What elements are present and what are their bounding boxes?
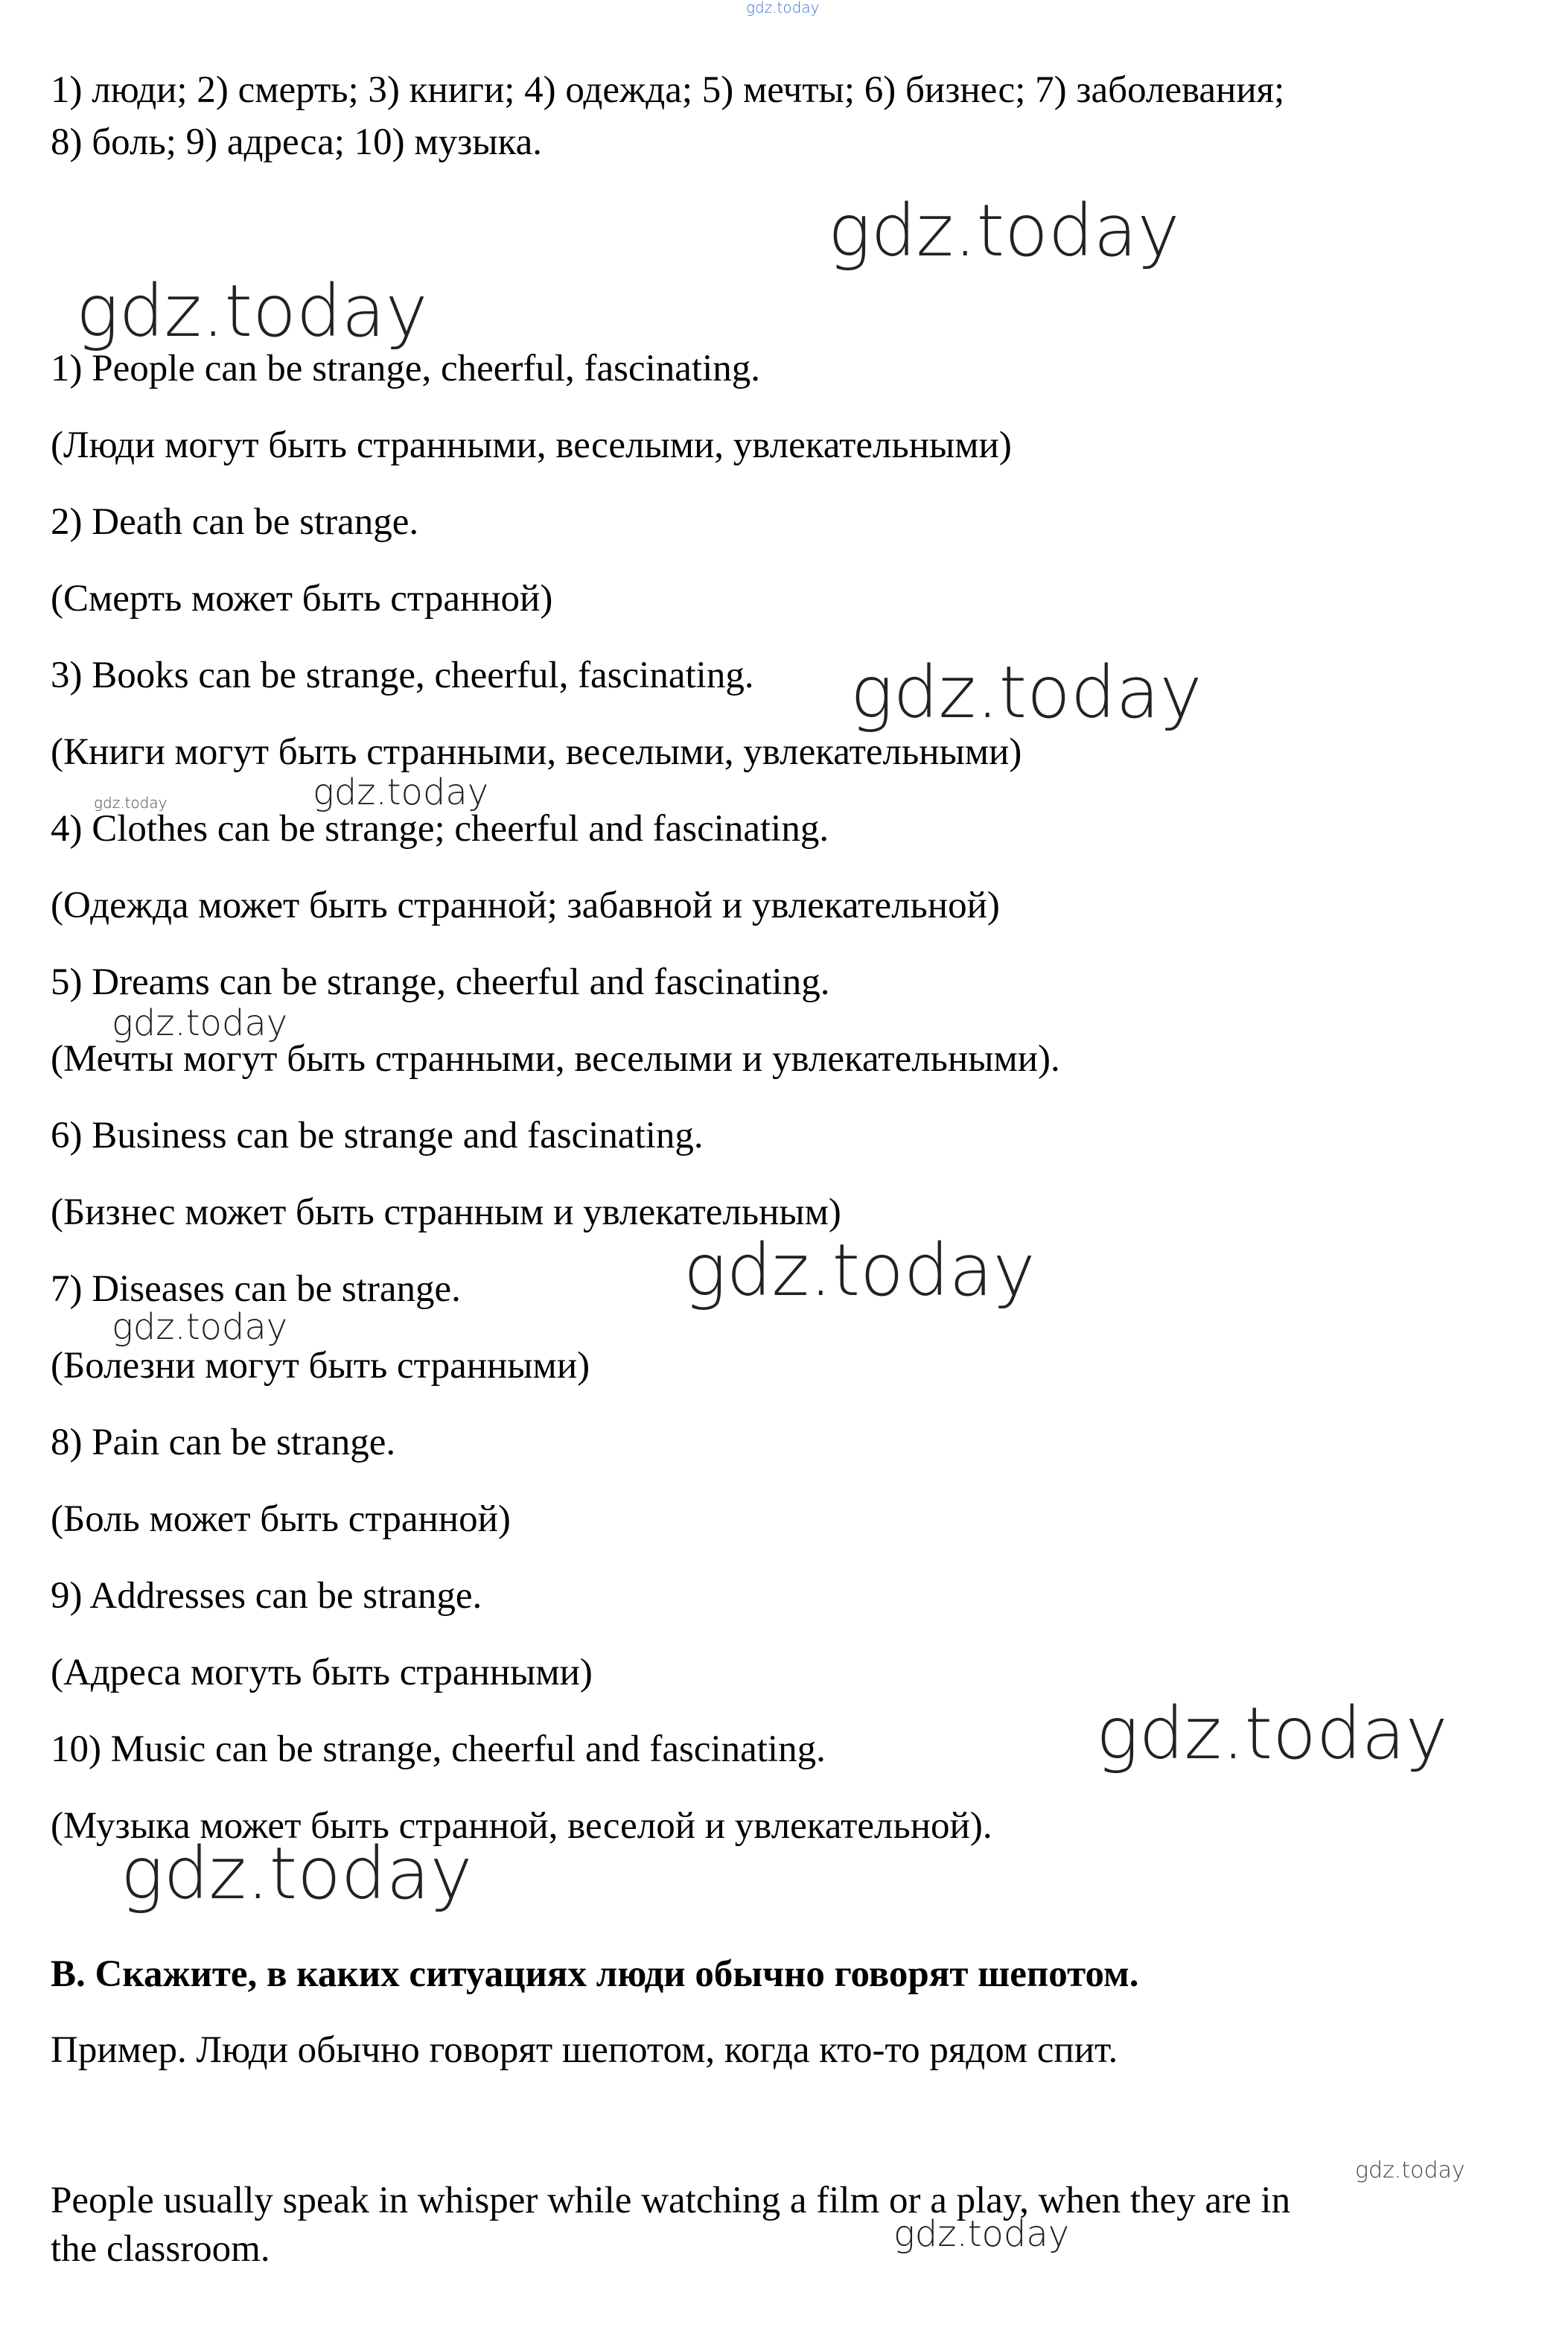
answer-4-ru: (Одежда может быть странной; забавной и увлекательной) [51, 885, 1000, 926]
answer-6-en: 6) Business can be strange and fascinating. [51, 1115, 704, 1156]
answer-7-ru: (Болезни могут быть странными) [51, 1345, 590, 1387]
task-b-example: Пример. Люди обычно говорят шепотом, когда кто-то рядом спит. [51, 2029, 1118, 2071]
answer-4-en: 4) Clothes can be strange; cheerful and fascinating. [51, 808, 829, 850]
task-b-heading: B. Скажите, в каких ситуациях люди обычно говорят шепотом. [51, 1953, 1139, 1995]
watermark-large-6: gdz.today [121, 1832, 473, 1915]
answer-7-en: 7) Diseases can be strange. [51, 1268, 461, 1310]
answer-9-ru: (Адреса могуть быть странными) [51, 1652, 593, 1693]
answer-1-en: 1) People can be strange, cheerful, fascinating. [51, 348, 761, 389]
answer-3-ru: (Книги могут быть странными, веселыми, увлекательными) [51, 731, 1022, 773]
answer-10-ru: (Музыка может быть странной, веселой и увлекательной). [51, 1805, 992, 1847]
watermark-large-4: gdz.today [683, 1229, 1036, 1312]
answer-8-en: 8) Pain can be strange. [51, 1422, 396, 1463]
watermark-mid-4: gdz.today [893, 2213, 1070, 2255]
intro-line-1: 1) люди; 2) смерть; 3) книги; 4) одежда; 5) мечты; 6) бизнес; 7) заболевания; [51, 69, 1285, 111]
answer-3-en: 3) Books can be strange, cheerful, fascinating. [51, 655, 754, 696]
watermark-tiny-2: gdz.today [1355, 2157, 1465, 2183]
watermark-mid-1: gdz.today [313, 771, 489, 813]
watermark-large-1: gdz.today [828, 189, 1180, 273]
watermark-mid-3: gdz.today [112, 1306, 288, 1348]
answer-2-en: 2) Death can be strange. [51, 501, 419, 543]
answer-5-ru: (Мечты могут быть странными, веселыми и увлекательными). [51, 1038, 1060, 1080]
answer-9-en: 9) Addresses can be strange. [51, 1575, 482, 1617]
intro-line-2: 8) боль; 9) адреса; 10) музыка. [51, 121, 542, 163]
answer-10-en: 10) Music can be strange, cheerful and fascinating. [51, 1728, 826, 1770]
answer-8-ru: (Боль может быть странной) [51, 1498, 511, 1540]
answer-1-ru: (Люди могут быть странными, веселыми, увлекательными) [51, 424, 1012, 466]
watermark-large-3: gdz.today [850, 651, 1202, 734]
task-b-answer-line-2: the classroom. [51, 2228, 270, 2270]
watermark-tiny-1: gdz.today [94, 794, 168, 812]
watermark-large-2: gdz.today [76, 270, 428, 353]
watermark-large-5: gdz.today [1096, 1692, 1448, 1775]
answer-2-ru: (Смерть может быть странной) [51, 578, 553, 620]
answer-5-en: 5) Dreams can be strange, cheerful and fascinating. [51, 961, 830, 1003]
task-b-answer-line-1: People usually speak in whisper while watching a film or a play, when they are in [51, 2180, 1291, 2221]
answer-6-ru: (Бизнес может быть странным и увлекательным) [51, 1192, 841, 1233]
watermark-mid-2: gdz.today [112, 1002, 288, 1044]
watermark-top: gdz.today [746, 0, 820, 16]
